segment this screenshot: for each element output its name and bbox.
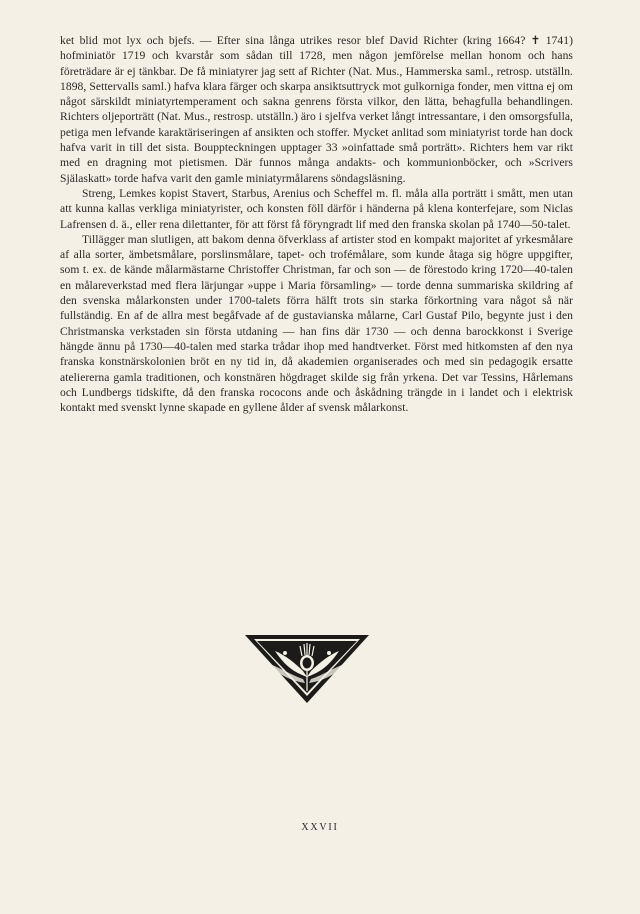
paragraph-1: ket blid mot lyx och bjefs. — Efter sina långa utrikes resor blef David Richter (kring 1664? ✝ 1741) hofminiatör 1719 och kvarstår som sådan till 1728, men någon jemförelse mellan honom och hans företrädare är ej tänkbar. De få miniatyrer jag sett af Richter (Nat. Mus., Hammerska saml., retrosp. utställn. 1898, Settervalls saml.) hafva klara färger och skarpa ansiktsuttryck mot gulkorniga fonder, men vittna ej om något särskildt miniatyrtemperament och sakna genrens första vilkor, den lätta, behagfulla behandlingen. Richters oljeporträtt (Nat. Mus., restrosp. utställn.) äro i sjelfva verket långt intressantare, i den omsorgsfulla, petiga men lefvande karaktäriseringen af ansikten och stoffer. Mycket anlitad som miniatyrist torde han dock hafva varit in till det sista. Bouppteckningen upptager 33 »oinfattade små porträtt». Richters hem var rikt med en dragning mot pietismen. Där funnos många andakts- och kommunionböcker, och »Scrivers Själaskatt» torde hafva varit den gamle miniatyrmålarens söndagsläsning.	[60, 34, 573, 185]
page-number: XXVII	[301, 822, 339, 833]
thistle-ornament-icon	[245, 633, 369, 703]
body-text	[60, 33, 573, 415]
paragraph-2: Streng, Lemkes kopist Stavert, Starbus, Arenius och Scheffel m. fl. måla alla porträtt i smått, men utan att kunna kallas verkliga miniatyrister, och konsten föll därför i händerna på klena konterfejare, som Niclas Lafrensen d. ä., eller rena dilettanter, för att först få föryngradt lif med den franska skolan på 1740—50-talet.	[60, 186, 573, 231]
paragraph-3: Tillägger man slutligen, att bakom denna öfverklass af artister stod en kompakt majoritet af yrkesmålare af alla sorter, ämbetsmålare, porslinsmålare, tapet- och trofémålare, som kunde åtaga sig högre uppgifter, som t. ex. de kände målarmästarne Christoffer Christman, far och son — de förestodo kring 1720—40-talen en målareverkstad med flera lärjungar »uppe i Maria församling» — torde denna summariska skildring af den svenska målarkonsten under 1700-talets förra hälft trots sin starka förkortning vara något så när fullständig. En af de allra mest begåfvade af de gustavianska målarne, Carl Gustaf Pilo, begynte just i den Christmanska verkstaden sin första utdaning — han fins där 1730 — och denna barockkonst i Sverige hängde ännu på 1730—40-talen med starka trådar ihop med handtverket. Först med hitkomsten af den nya franska konstnärskolonien bröt en ny tid in, då akademien organiserades och med sin pedagogik ersatte ateliererna gamla traditionen, och konstnären högdraget skilde sig från yrkena. Det var Tessins, Hårlemans och Lundbergs tidskifte, då den franska rococons ande och åskådning trängde in i landet och i elektrisk kontakt med svenskt lynne skapade en gyllene ålder af svensk målarkonst.	[60, 232, 573, 415]
